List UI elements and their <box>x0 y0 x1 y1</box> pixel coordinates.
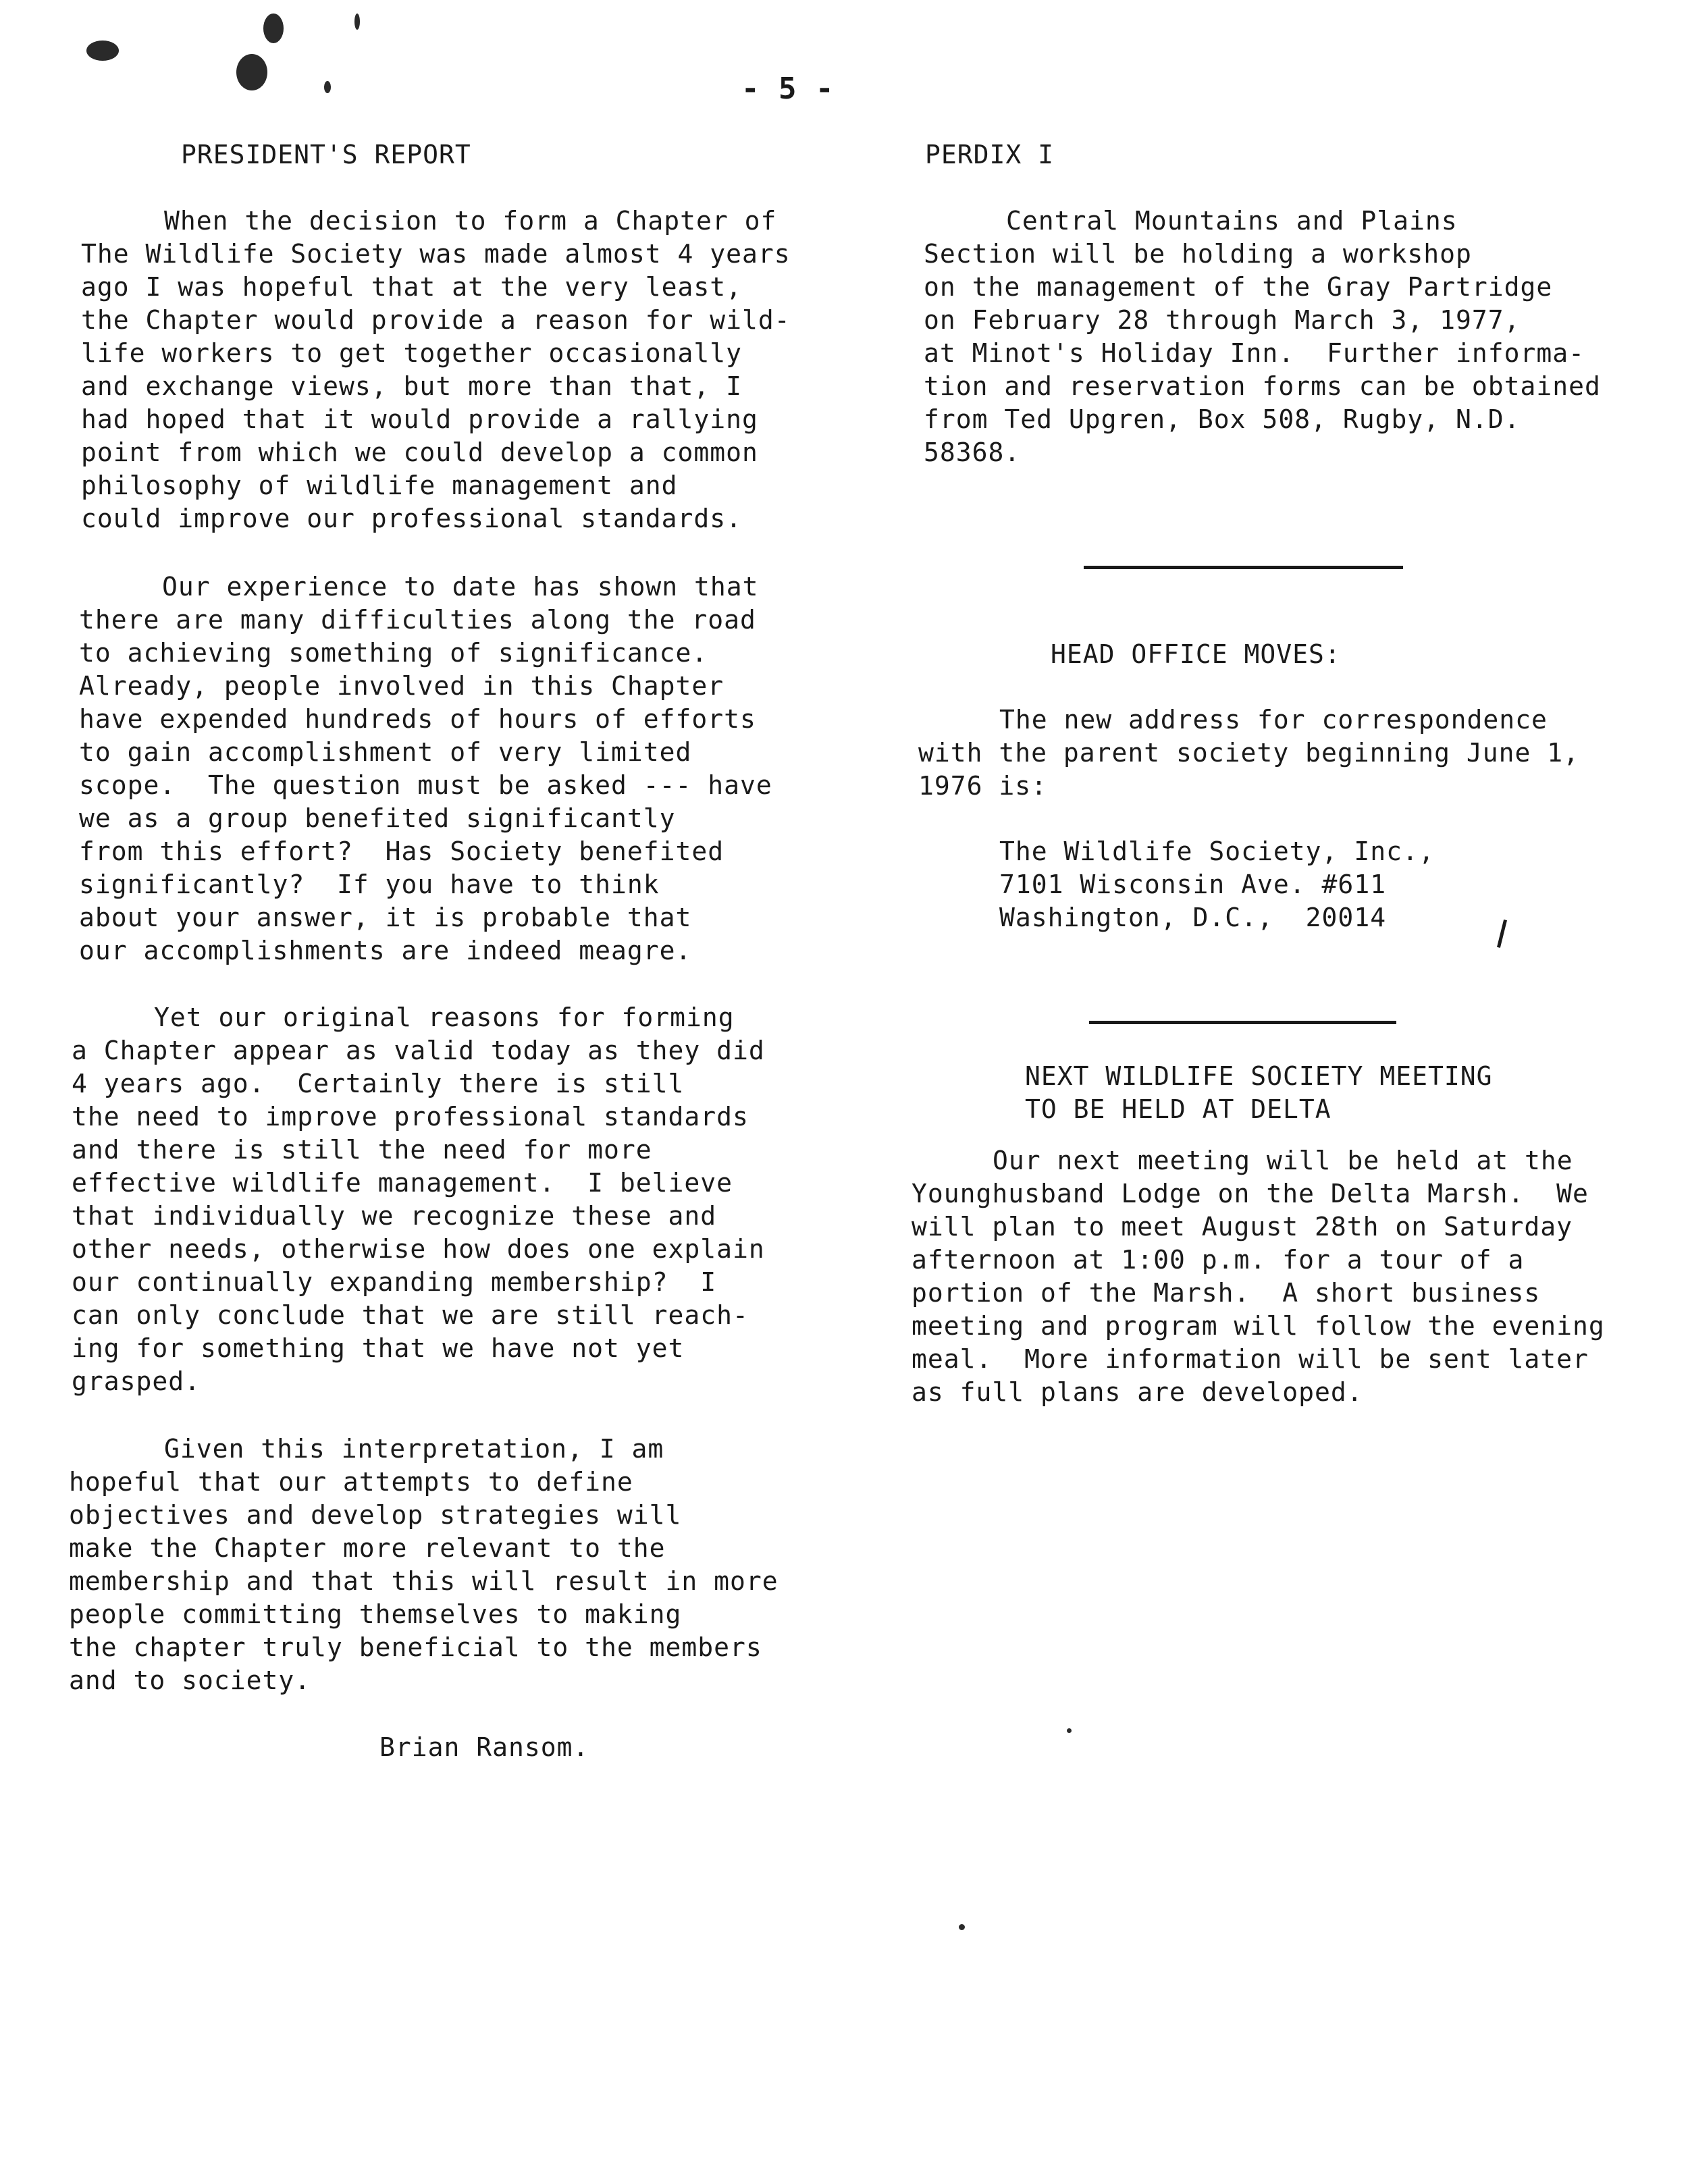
section-divider <box>1089 1021 1396 1024</box>
text-line: other needs, otherwise how does one explain <box>72 1234 765 1264</box>
text-line: and there is still the need for more <box>72 1135 652 1165</box>
scan-smudge <box>1067 1728 1072 1733</box>
text-line: there are many difficulties along the road <box>79 605 756 635</box>
text-line: scope. The question must be asked --- have <box>79 770 772 800</box>
text-line: the chapter truly beneficial to the members <box>69 1632 762 1662</box>
text-line: tion and reservation forms can be obtained <box>924 371 1601 401</box>
presidents-report-heading: PRESIDENT'S REPORT <box>181 140 471 169</box>
text-line: ago I was hopeful that at the very least, <box>81 272 742 302</box>
text-line: from this effort? Has Society benefited <box>79 836 724 866</box>
text-line: When the decision to form a Chapter of <box>164 206 777 236</box>
scan-smudge <box>959 1924 965 1930</box>
page-number: - 5 - <box>741 72 835 106</box>
text-line: as full plans are developed. <box>912 1377 1363 1407</box>
scan-smudge <box>324 81 331 93</box>
text-line: 4 years ago. Certainly there is still <box>72 1069 685 1098</box>
text-line: make the Chapter more relevant to the <box>69 1533 666 1563</box>
text-line: Already, people involved in this Chapter <box>79 671 724 701</box>
scan-smudge <box>236 54 267 90</box>
address-line: The Wildlife Society, Inc., <box>999 836 1435 866</box>
scan-smudge <box>86 41 119 61</box>
text-line: can only conclude that we are still reach- <box>72 1300 749 1330</box>
text-line: philosophy of wildlife management and <box>81 471 678 500</box>
text-line: that individually we recognize these and <box>72 1201 717 1231</box>
text-line: Our experience to date has shown that <box>162 572 759 602</box>
text-line: Section will be holding a workshop <box>924 239 1472 269</box>
text-line: Younghusband Lodge on the Delta Marsh. We <box>912 1179 1589 1208</box>
text-line: Central Mountains and Plains <box>1006 206 1458 236</box>
text-line: afternoon at 1:00 p.m. for a tour of a <box>912 1245 1525 1275</box>
perdix-heading: PERDIX I <box>925 140 1055 169</box>
address-line: Washington, D.C., 20014 <box>999 903 1387 932</box>
text-line: objectives and develop strategies will <box>69 1500 682 1530</box>
text-line: and exchange views, but more than that, I <box>81 371 742 401</box>
text-line: 1976 is: <box>918 771 1048 801</box>
text-line: Yet our original reasons for forming <box>154 1003 735 1032</box>
text-line: Given this interpretation, I am <box>164 1434 664 1464</box>
text-line: the Chapter would provide a reason for wild- <box>81 305 791 335</box>
text-line: on February 28 through March 3, 1977, <box>924 305 1521 335</box>
text-line: and to society. <box>69 1666 311 1695</box>
text-line: have expended hundreds of hours of efforts <box>79 704 756 734</box>
text-line: we as a group benefited significantly <box>79 803 676 833</box>
text-line: our accomplishments are indeed meagre. <box>79 936 692 965</box>
text-line: meal. More information will be sent later <box>912 1344 1589 1374</box>
text-line: Our next meeting will be held at the <box>993 1146 1573 1175</box>
pen-mark <box>1497 920 1507 948</box>
text-line: to gain accomplishment of very limited <box>79 737 692 767</box>
text-line: had hoped that it would provide a rallying <box>81 404 758 434</box>
text-line: our continually expanding membership? I <box>72 1267 717 1297</box>
text-line: hopeful that our attempts to define <box>69 1467 633 1497</box>
address-line: 7101 Wisconsin Ave. #611 <box>999 870 1387 899</box>
text-line: life workers to get together occasionally <box>81 338 742 368</box>
text-line: membership and that this will result in more <box>69 1566 779 1596</box>
signature: Brian Ransom. <box>379 1732 589 1762</box>
text-line: at Minot's Holiday Inn. Further informa- <box>924 338 1585 368</box>
head-office-heading: HEAD OFFICE MOVES: <box>1051 639 1341 669</box>
text-line: significantly? If you have to think <box>79 870 660 899</box>
text-line: effective wildlife management. I believe <box>72 1168 733 1198</box>
text-line: to achieving something of significance. <box>79 638 708 668</box>
text-line: about your answer, it is probable that <box>79 903 692 932</box>
text-line: a Chapter appear as valid today as they did <box>72 1036 765 1065</box>
text-line: will plan to meet August 28th on Saturday <box>912 1212 1573 1242</box>
section-divider <box>1084 566 1403 569</box>
text-line: grasped. <box>72 1366 201 1396</box>
text-line: meeting and program will follow the evening <box>912 1311 1605 1341</box>
text-line: from Ted Upgren, Box 508, Rugby, N.D. <box>924 404 1521 434</box>
text-line: The Wildlife Society was made almost 4 years <box>81 239 791 269</box>
text-line: ing for something that we have not yet <box>72 1333 685 1363</box>
scan-smudge <box>263 14 284 43</box>
text-line: on the management of the Gray Partridge <box>924 272 1553 302</box>
text-line: point from which we could develop a common <box>81 437 758 467</box>
meeting-heading-line-1: NEXT WILDLIFE SOCIETY MEETING <box>1025 1061 1493 1091</box>
text-line: people committing themselves to making <box>69 1599 682 1629</box>
text-line: portion of the Marsh. A short business <box>912 1278 1541 1308</box>
text-line: the need to improve professional standards <box>72 1102 749 1131</box>
text-line: The new address for correspondence <box>999 705 1548 735</box>
text-line: could improve our professional standards. <box>81 504 742 533</box>
scan-smudge <box>354 14 360 30</box>
text-line: 58368. <box>924 437 1021 467</box>
meeting-heading-line-2: TO BE HELD AT DELTA <box>1025 1094 1331 1124</box>
text-line: with the parent society beginning June 1, <box>918 738 1579 768</box>
